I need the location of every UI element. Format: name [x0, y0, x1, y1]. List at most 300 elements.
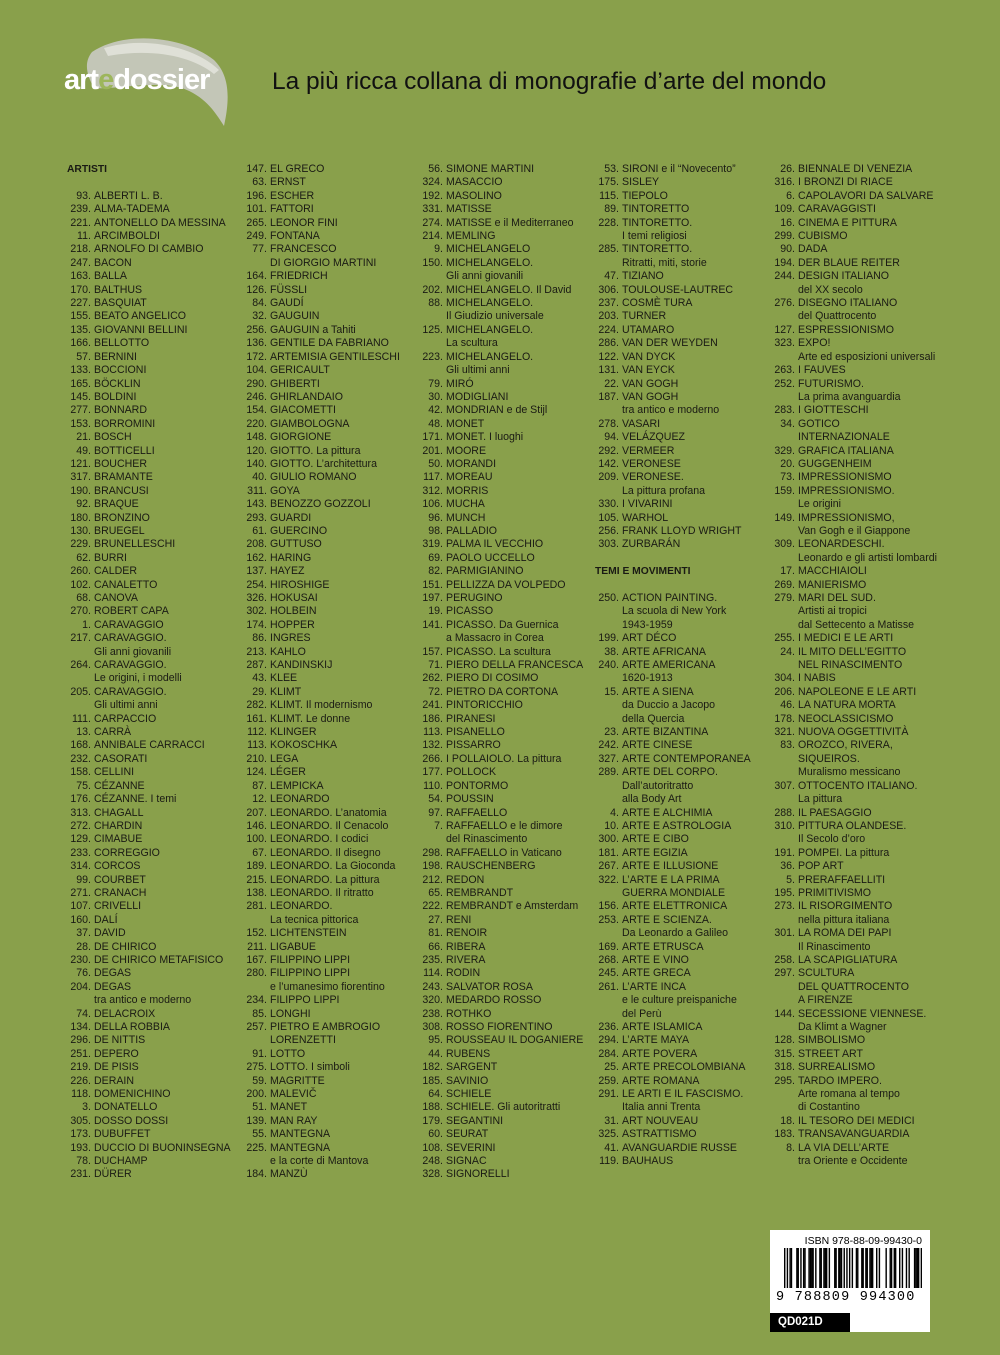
entry-number: 236. — [598, 1021, 619, 1033]
entry-number: 267. — [598, 860, 619, 873]
catalog-entry — [64, 605, 234, 618]
entry-title: GOYA — [270, 484, 300, 497]
catalog-entry — [64, 981, 234, 994]
catalog-entry-subtitle — [592, 230, 762, 243]
entry-number: 153. — [70, 417, 91, 430]
catalog-entry-subtitle — [768, 981, 938, 994]
entry-title: DER BLAUE REITER — [798, 256, 900, 269]
entry-number: 151. — [422, 578, 443, 591]
catalog-entry — [240, 1128, 410, 1141]
entry-number: 79. — [428, 377, 443, 390]
entry-number: 91. — [252, 1047, 267, 1060]
catalog-entry — [416, 525, 586, 538]
entry-number: 219. — [70, 1061, 91, 1074]
entry-title: ARTE CONTEMPORANEA — [622, 752, 751, 765]
entry-number: 224. — [598, 323, 619, 336]
entry-number: 293. — [246, 511, 267, 524]
entry-number: 221. — [70, 216, 91, 229]
entry-number: 232. — [70, 752, 91, 765]
entry-number: 318. — [774, 1061, 795, 1074]
catalog-entry — [592, 445, 762, 458]
entry-number: 105. — [598, 511, 619, 524]
entry-number: 17. — [780, 565, 795, 578]
entry-number: 95. — [428, 1034, 443, 1047]
entry-title: REMBRANDT — [446, 886, 514, 899]
catalog-entry — [768, 807, 938, 820]
entry-title: MICHELANGELO. Il David — [446, 283, 572, 296]
entry-number: 62. — [76, 551, 91, 564]
entry-title: LEONARDO — [270, 793, 330, 806]
entry-title: IMPRESSIONISMO — [798, 471, 892, 484]
spacer — [64, 176, 234, 189]
entry-title: KLIMT. Le donne — [270, 712, 351, 725]
entry-number: 41. — [604, 1141, 619, 1154]
entry-number: 266. — [422, 752, 443, 765]
entry-title: La tecnica pittorica — [270, 913, 359, 926]
catalog-entry — [64, 1088, 234, 1101]
entry-title: MONDRIAN e de Stijl — [446, 404, 548, 417]
entry-title: SCHIELE. Gli autoritratti — [446, 1101, 561, 1114]
entry-number: 138. — [246, 886, 267, 899]
catalog-entry — [416, 230, 586, 243]
entry-number: 149. — [774, 511, 795, 524]
entry-number: 30. — [428, 390, 443, 403]
catalog-entry — [240, 552, 410, 565]
entry-number: 121. — [70, 457, 91, 470]
entry-title: MANTEGNA — [270, 1128, 331, 1141]
catalog-entry — [416, 297, 586, 310]
entry-number: 322. — [598, 873, 619, 886]
entry-title: IL MITO DELL’EGITTO — [798, 645, 907, 658]
catalog-entry — [416, 1101, 586, 1114]
entry-title: HOLBEIN — [270, 605, 317, 618]
entry-title: Da Klimt a Wagner — [798, 1021, 887, 1033]
entry-title: IMPRESSIONISMO, — [798, 511, 895, 524]
entry-title: KLIMT. Il modernismo — [270, 699, 373, 712]
entry-number: 299. — [774, 230, 795, 243]
entry-title: MUNCH — [446, 511, 486, 524]
entry-title: TRANSAVANGUARDIA — [798, 1128, 910, 1141]
entry-number: 119. — [599, 1155, 619, 1168]
entry-number: 330. — [598, 498, 619, 511]
catalog-entry — [592, 753, 762, 766]
catalog-entry — [768, 1075, 938, 1088]
entry-number: 43. — [252, 672, 267, 685]
entry-title: Gli ultimi anni — [94, 699, 158, 712]
catalog-entry — [240, 659, 410, 672]
entry-number: 57. — [76, 350, 91, 363]
catalog-entry-subtitle — [768, 1101, 938, 1114]
entry-number: 42. — [428, 404, 443, 417]
entry-title: TINTORETTO. — [622, 216, 693, 229]
entry-title: tra antico e moderno — [622, 404, 720, 417]
catalog-entry — [64, 230, 234, 243]
catalog-entry — [240, 780, 410, 793]
catalog-entry — [240, 1061, 410, 1074]
entry-title: ARTE E ASTROLOGIA — [622, 819, 732, 832]
entry-number: 292. — [598, 444, 619, 457]
catalog-entry — [592, 807, 762, 820]
catalog-entry — [592, 498, 762, 511]
entry-title: Gli anni giovanili — [94, 645, 172, 658]
catalog-entry — [416, 860, 586, 873]
entry-number: 48. — [428, 417, 443, 430]
entry-number: 61. — [252, 524, 267, 537]
catalog-entry — [768, 418, 938, 431]
catalog-entry — [64, 847, 234, 860]
catalog-entry-subtitle — [768, 833, 938, 846]
entry-title: ARTE E ILLUSIONE — [622, 860, 719, 873]
catalog-entry — [64, 404, 234, 417]
entry-number: 262. — [422, 672, 443, 685]
catalog-entry — [240, 847, 410, 860]
entry-number: 220. — [246, 417, 267, 430]
catalog-entry — [64, 887, 234, 900]
entry-title: VAN GOGH — [622, 377, 679, 390]
entry-number: 255. — [774, 632, 795, 645]
entry-number: 182. — [422, 1061, 443, 1074]
catalog-entry-subtitle — [768, 310, 938, 323]
catalog-entry — [592, 270, 762, 283]
entry-number: 55. — [252, 1128, 267, 1141]
catalog-entry — [240, 404, 410, 417]
entry-number: 135. — [70, 323, 91, 336]
entry-title: CHAGALL — [94, 806, 144, 819]
entry-number: 129. — [70, 833, 91, 846]
barcode-icon — [784, 1248, 922, 1292]
entry-title: DEGAS — [94, 980, 132, 993]
catalog-entry — [240, 203, 410, 216]
catalog-entry — [768, 565, 938, 578]
entry-title: DOSSO DOSSI — [94, 1114, 169, 1127]
entry-number: 139. — [246, 1114, 267, 1127]
entry-number: 161. — [246, 712, 267, 725]
entry-number: 306. — [598, 283, 619, 296]
catalog-entry — [64, 739, 234, 752]
catalog-entry — [416, 646, 586, 659]
catalog-entry-subtitle — [768, 1021, 938, 1034]
entry-number: 175. — [598, 176, 619, 189]
entry-title: HIROSHIGE — [270, 578, 330, 591]
entry-title: LONGHI — [270, 1007, 311, 1020]
catalog-entry — [64, 337, 234, 350]
entry-number: 110. — [423, 779, 443, 792]
entry-number: 59. — [252, 1074, 267, 1087]
entry-number: 289. — [598, 766, 619, 779]
entry-number: 234. — [246, 994, 267, 1007]
entry-number: 242. — [598, 739, 619, 752]
entry-number: 304. — [774, 672, 795, 685]
entry-title: KLINGER — [270, 726, 317, 739]
catalog-entry — [416, 176, 586, 189]
entry-title: TOULOUSE-LAUTREC — [622, 283, 734, 296]
catalog-entry — [416, 1142, 586, 1155]
entry-number: 185. — [422, 1074, 443, 1087]
catalog-entry-subtitle — [64, 994, 234, 1007]
entry-number: 96. — [428, 511, 443, 524]
catalog-entry — [416, 994, 586, 1007]
entry-title: BAUHAUS — [622, 1155, 674, 1168]
entry-number: 4. — [610, 806, 619, 819]
entry-number: 191. — [774, 846, 795, 859]
catalog-column-3 — [416, 163, 586, 1182]
entry-title: CRANACH — [94, 886, 147, 899]
entry-number: 71. — [428, 659, 443, 672]
catalog-entry — [768, 203, 938, 216]
entry-number: 64. — [428, 1088, 443, 1101]
catalog-entry — [592, 324, 762, 337]
catalog-entry — [64, 458, 234, 471]
entry-number: 166. — [70, 337, 91, 350]
catalog-entry — [64, 284, 234, 297]
entry-title: La pittura profana — [622, 484, 706, 497]
entry-title: tra Oriente e Occidente — [798, 1155, 908, 1168]
catalog-entry — [592, 458, 762, 471]
entry-number: 270. — [70, 605, 91, 618]
entry-title: GIORGIONE — [270, 431, 332, 444]
entry-title: CARAVAGGIO — [94, 618, 164, 631]
catalog-entry — [416, 1061, 586, 1074]
entry-title: SALVATOR ROSA — [446, 980, 533, 993]
entry-number: 244. — [774, 270, 795, 283]
entry-number: 324. — [422, 176, 443, 189]
entry-number: 63. — [252, 176, 267, 189]
catalog-column-1 — [64, 163, 234, 1182]
entry-title: CELLINI — [94, 766, 135, 779]
catalog-entry — [64, 954, 234, 967]
catalog-entry — [416, 927, 586, 940]
entry-title: GUERRA MONDIALE — [622, 886, 726, 899]
entry-title: PARMIGIANINO — [446, 565, 524, 578]
entry-number: 44. — [428, 1047, 443, 1060]
catalog-entry-subtitle — [768, 659, 938, 672]
entry-number: 38. — [604, 645, 619, 658]
entry-number: 163. — [70, 270, 91, 283]
catalog-entry — [768, 297, 938, 310]
entry-title: MANIERISMO — [798, 578, 867, 591]
entry-title: CARRÀ — [94, 726, 132, 739]
entry-title: GHIBERTI — [270, 377, 320, 390]
entry-number: 190. — [70, 484, 91, 497]
entry-number: 284. — [598, 1047, 619, 1060]
catalog-entry-subtitle — [416, 632, 586, 645]
catalog-entry — [240, 900, 410, 913]
entry-title: SECESSIONE VIENNESE. — [798, 1007, 927, 1020]
entry-title: Dall’autoritratto — [622, 779, 694, 792]
entry-title: ARTE PRECOLOMBIANA — [622, 1061, 746, 1074]
catalog-entry — [416, 445, 586, 458]
entry-title: HARING — [270, 551, 312, 564]
catalog-entry — [240, 324, 410, 337]
entry-number: 92. — [76, 498, 91, 511]
catalog-entry — [64, 217, 234, 230]
entry-number: 298. — [422, 846, 443, 859]
catalog-entry-subtitle — [592, 793, 762, 806]
entry-title: BALTHUS — [94, 283, 143, 296]
catalog-entry — [64, 1115, 234, 1128]
catalog-entry — [240, 1075, 410, 1088]
entry-number: 311. — [247, 484, 267, 497]
entry-number: 265. — [246, 216, 267, 229]
catalog-entry — [240, 378, 410, 391]
entry-title: ARTE GRECA — [622, 967, 691, 980]
entry-title: LEONARDO. — [270, 900, 333, 913]
catalog-entry — [416, 887, 586, 900]
catalog-entry-subtitle — [768, 619, 938, 632]
entry-title: DE CHIRICO METAFISICO — [94, 953, 224, 966]
entry-number: 195. — [774, 886, 795, 899]
catalog-entry — [768, 1128, 938, 1141]
entry-title: DE CHIRICO — [94, 940, 157, 953]
entry-title: tra antico e moderno — [94, 994, 192, 1007]
entry-number: 183. — [774, 1128, 795, 1141]
catalog-entry — [240, 351, 410, 364]
entry-title: da Duccio a Jacopo — [622, 699, 716, 712]
catalog-entry — [768, 967, 938, 980]
entry-number: 141. — [422, 618, 443, 631]
entry-title: CIMABUE — [94, 833, 143, 846]
entry-title: SIRONI e il “Novecento” — [622, 163, 736, 175]
catalog-entry — [416, 874, 586, 887]
catalog-entry — [240, 699, 410, 712]
entry-number: 111. — [71, 712, 91, 725]
catalog-entry — [416, 243, 586, 256]
entry-number: 228. — [598, 216, 619, 229]
entry-number: 214. — [422, 230, 443, 243]
entry-title: RAFFAELLO in Vaticano — [446, 846, 562, 859]
entry-number: 145. — [70, 390, 91, 403]
entry-number: 69. — [428, 551, 443, 564]
entry-title: LOTTO — [270, 1047, 306, 1060]
catalog-entry — [64, 391, 234, 404]
entry-number: 22. — [604, 377, 619, 390]
entry-number: 176. — [70, 793, 91, 806]
catalog-entry — [64, 243, 234, 256]
catalog-entry — [240, 766, 410, 779]
entry-number: 329. — [774, 444, 795, 457]
catalog-entry — [240, 927, 410, 940]
entry-number: 259. — [598, 1074, 619, 1087]
catalog-entry — [768, 1061, 938, 1074]
catalog-entry — [64, 310, 234, 323]
entry-title: BRANCUSI — [94, 484, 149, 497]
catalog-entry — [768, 217, 938, 230]
entry-number: 150. — [422, 256, 443, 269]
catalog-entry — [592, 1155, 762, 1168]
entry-number: 264. — [70, 659, 91, 672]
entry-number: 67. — [252, 846, 267, 859]
entry-title: CARAVAGGIO. — [94, 632, 167, 645]
entry-title: PICASSO. La scultura — [446, 645, 551, 658]
entry-title: CALDER — [94, 565, 137, 578]
catalog-entry — [64, 820, 234, 833]
entry-number: 160. — [70, 913, 91, 926]
catalog-entry — [768, 243, 938, 256]
entry-number: 28. — [76, 940, 91, 953]
entry-title: FILIPPINO LIPPI — [270, 953, 351, 966]
entry-number: 241. — [422, 699, 443, 712]
entry-title: DEPERO — [94, 1047, 139, 1060]
catalog-entry — [240, 860, 410, 873]
catalog-entry — [592, 632, 762, 645]
catalog-entry — [416, 820, 586, 833]
catalog-entry — [768, 163, 938, 176]
entry-number: 249. — [246, 230, 267, 243]
catalog-entry — [592, 820, 762, 833]
catalog-entry — [64, 498, 234, 511]
entry-title: PRIMITIVISMO — [798, 886, 871, 899]
catalog-entry — [64, 324, 234, 337]
entry-number: 19. — [428, 605, 443, 618]
entry-number: 93. — [76, 189, 91, 202]
entry-number: 238. — [422, 1007, 443, 1020]
entry-number: 196. — [246, 189, 267, 202]
entry-number: 269. — [774, 578, 795, 591]
entry-number: 189. — [246, 860, 267, 873]
catalog-entry — [416, 378, 586, 391]
catalog-entry — [592, 471, 762, 484]
entry-title: I VIVARINI — [622, 498, 673, 511]
catalog-entry — [64, 579, 234, 592]
entry-title: DADA — [798, 243, 828, 256]
catalog-entry-subtitle — [592, 485, 762, 498]
entry-number: 202. — [422, 283, 443, 296]
entry-title: CARPACCIO — [94, 712, 157, 725]
catalog-entry — [64, 860, 234, 873]
entry-title: DELACROIX — [94, 1007, 156, 1020]
entry-number: 186. — [422, 712, 443, 725]
catalog-entry — [240, 807, 410, 820]
catalog-entry — [768, 378, 938, 391]
entry-title: PIERO DELLA FRANCESCA — [446, 659, 584, 672]
catalog-entry — [416, 324, 586, 337]
entry-number: 199. — [598, 632, 619, 645]
catalog-entry — [592, 1075, 762, 1088]
entry-title: Italia anni Trenta — [622, 1101, 701, 1114]
catalog-entry — [64, 592, 234, 605]
catalog-entry — [416, 699, 586, 712]
entry-title: AVANGUARDIE RUSSE — [622, 1141, 737, 1154]
entry-title: COSMÈ TURA — [622, 297, 693, 310]
entry-title: del Quattrocento — [798, 310, 877, 323]
entry-number: 317. — [70, 471, 91, 484]
entry-number: 226. — [70, 1074, 91, 1087]
catalog-entry — [592, 337, 762, 350]
entry-number: 184. — [246, 1168, 267, 1181]
entry-number: 301. — [774, 927, 795, 940]
entry-title: GIOTTO. L’architettura — [270, 457, 377, 470]
catalog-entry — [768, 176, 938, 189]
catalog-entry — [768, 257, 938, 270]
entry-number: 256. — [246, 323, 267, 336]
catalog-entry — [240, 310, 410, 323]
entry-title: ART NOUVEAU — [622, 1114, 699, 1127]
entry-number: 130. — [70, 524, 91, 537]
entry-title: LEONOR FINI — [270, 216, 338, 229]
catalog-entry-subtitle — [592, 1008, 762, 1021]
section-heading: ARTISTI — [67, 164, 108, 175]
entry-number: 122. — [598, 350, 619, 363]
catalog-entry — [768, 337, 938, 350]
entry-number: 263. — [774, 364, 795, 377]
entry-title: UTAMARO — [622, 323, 675, 336]
entry-title: SIQUEIROS. — [798, 752, 860, 765]
catalog-entry — [768, 780, 938, 793]
logo-text-e: e — [98, 64, 114, 96]
catalog-entry — [592, 874, 762, 887]
entry-number: 207. — [246, 806, 267, 819]
catalog-entry-subtitle — [768, 552, 938, 565]
